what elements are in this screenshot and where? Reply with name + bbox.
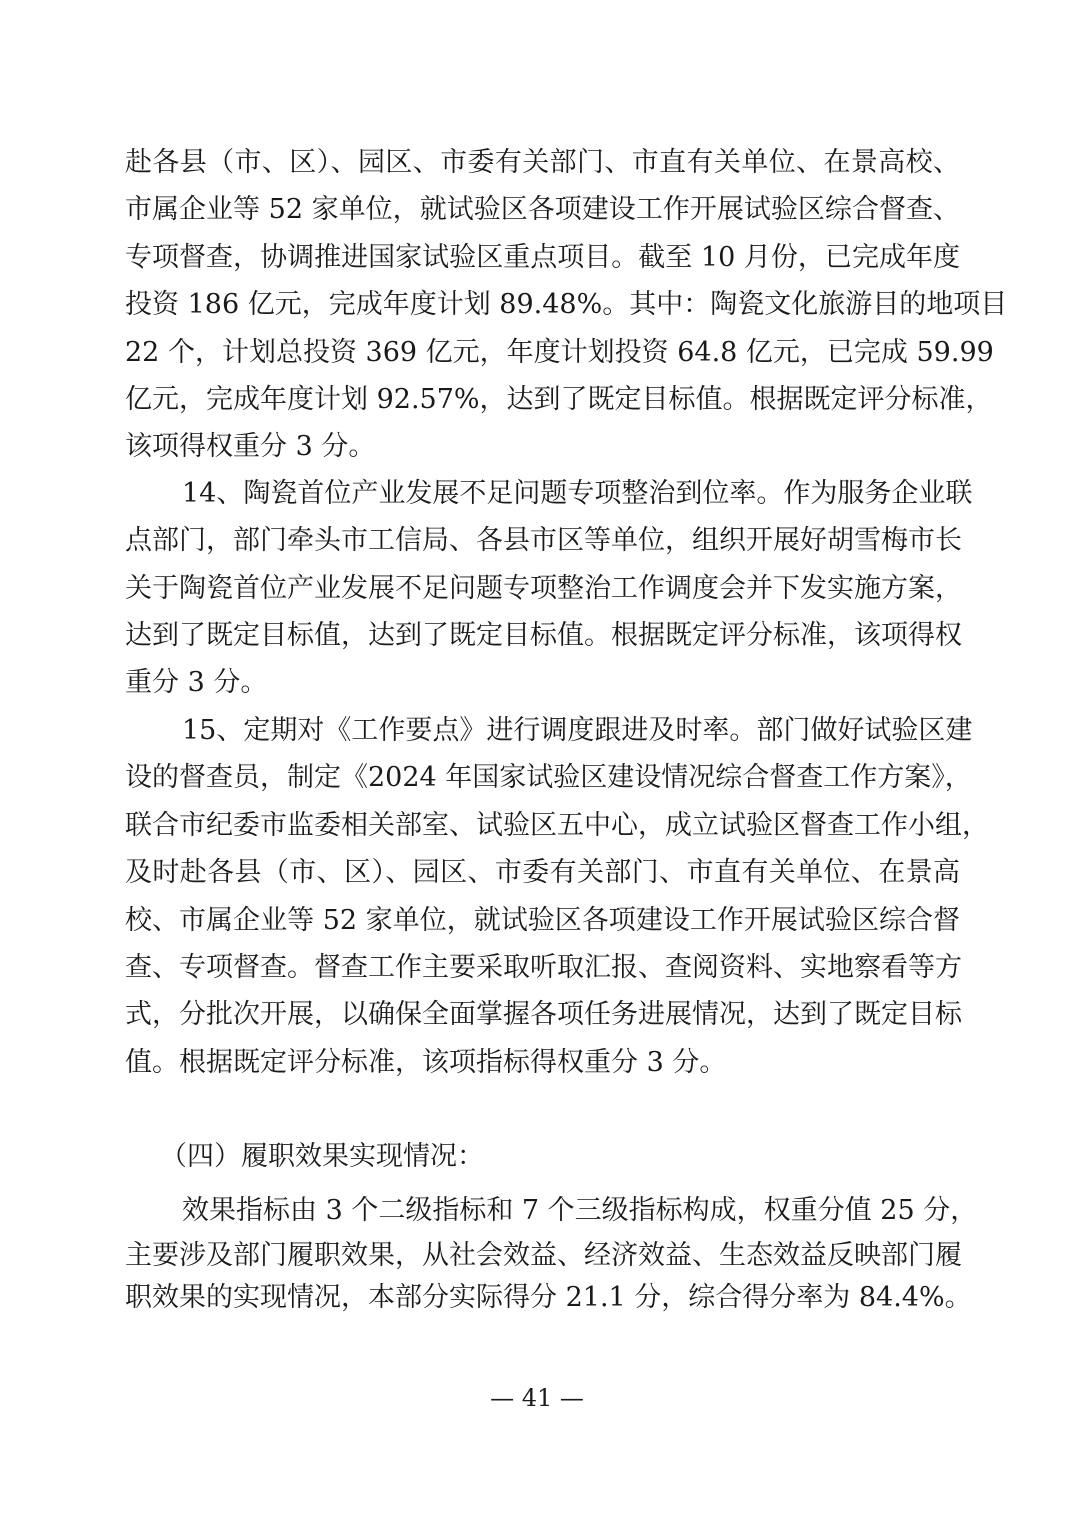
page-number: — 41 — [490,1384,584,1412]
text-line: 达到了既定目标值，达到了既定目标值。根据既定评分标准，该项得权 [125,620,962,651]
text-line: 及时赴各县（市、区）、园区、市委有关部门、市直有关单位、在景高 [125,857,960,888]
text-line: 该项得权重分 3 分。 [125,431,376,462]
item-15-heading: 15、定期对《工作要点》进行调度跟进及时率。部门做好试验区建 [182,715,973,746]
text-line: 重分 3 分。 [125,667,268,698]
text-line: 主要涉及部门履职效果，从社会效益、经济效益、生态效益反映部门履 [125,1240,962,1271]
item-14-heading: 14、陶瓷首位产业发展不足问题专项整治到位率。作为服务企业联 [182,478,973,509]
text-line: 式，分批次开展，以确保全面掌握各项任务进展情况，达到了既定目标 [125,999,962,1030]
text-line: 校、市属企业等 52 家单位，就试验区各项建设工作开展试验区综合督 [125,905,960,936]
text-line: 联合市纪委市监委相关部室、试验区五中心，成立试验区督查工作小组， [125,810,989,841]
text-line: 专项督查，协调推进国家试验区重点项目。截至 10 月份，已完成年度 [125,242,960,273]
text-line: 效果指标由 3 个二级指标和 7 个三级指标构成，权重分值 25 分， [182,1195,978,1226]
text-line: 关于陶瓷首位产业发展不足问题专项整治工作调度会并下发实施方案， [125,573,962,604]
text-line: 赴各县（市、区）、园区、市委有关部门、市直有关单位、在景高校、 [125,147,960,178]
text-line: 亿元，完成年度计划 92.57%，达到了既定目标值。根据既定评分标准， [125,384,993,415]
text-line: 22 个，计划总投资 369 亿元，年度计划投资 64.8 亿元，已完成 59.99 [125,337,994,368]
text-line: 值。根据既定评分标准，该项指标得权重分 3 分。 [125,1047,727,1078]
text-line: 投资 186 亿元，完成年度计划 89.48%。其中：陶瓷文化旅游目的地项目 [125,289,1008,320]
text-line: 设的督查员，制定《2024 年国家试验区建设情况综合督查工作方案》， [125,762,972,793]
text-line: 职效果的实现情况，本部分实际得分 21.1 分，综合得分率为 84.4%。 [125,1282,972,1313]
text-line: 点部门，部门牵头市工信局、各县市区等单位，组织开展好胡雪梅市长 [125,525,962,556]
section-heading: （四）履职效果实现情况： [160,1141,484,1172]
text-line: 市属企业等 52 家单位，就试验区各项建设工作开展试验区综合督查、 [125,194,960,225]
text-line: 查、专项督查。督查工作主要采取听取汇报、查阅资料、实地察看等方 [125,952,962,983]
